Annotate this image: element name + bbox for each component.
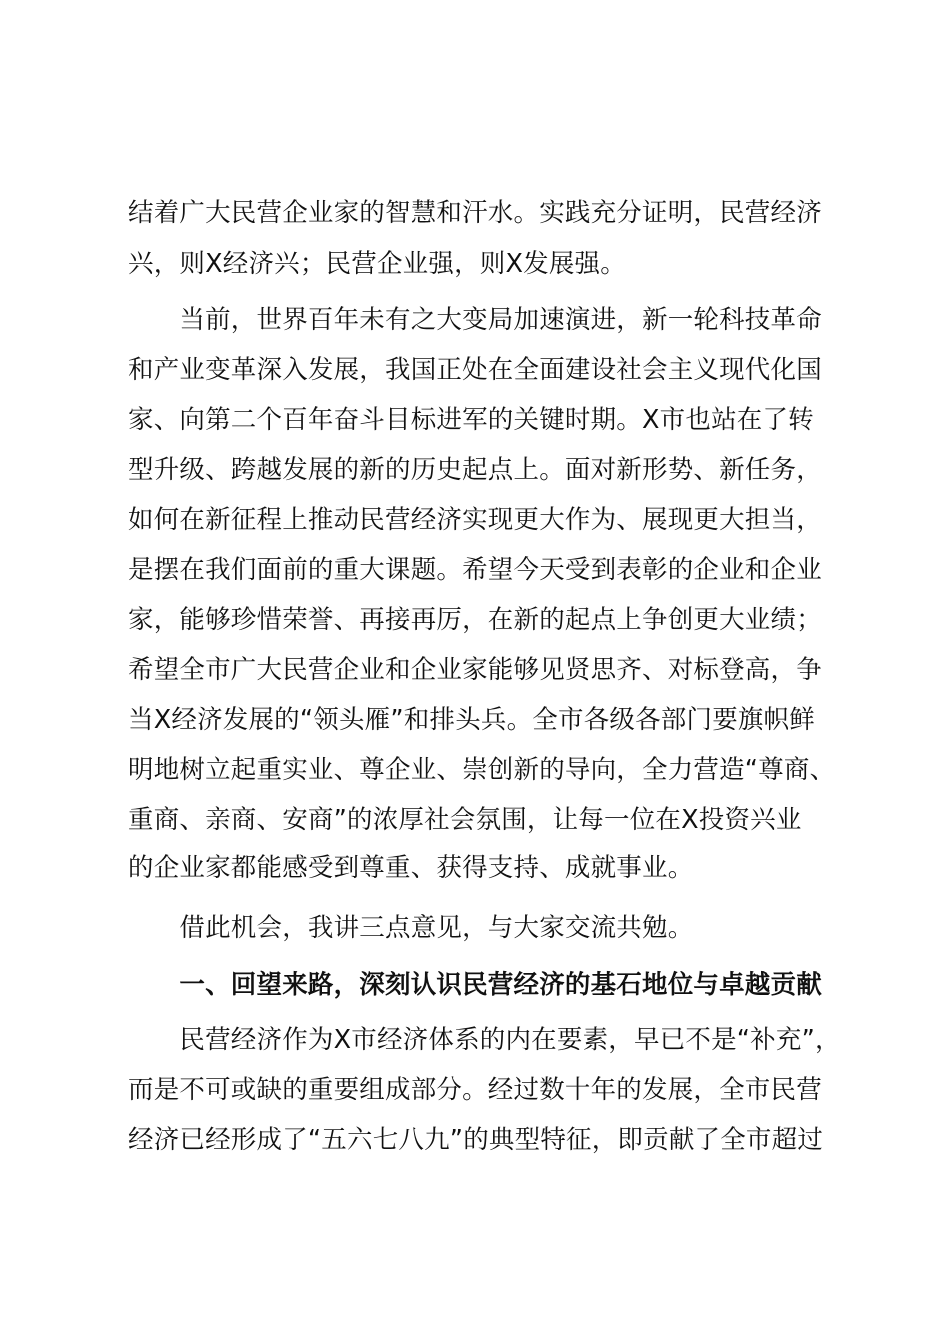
body-text-line: 当前，世界百年未有之大变局加速演进，新一轮科技革命 [128, 305, 822, 335]
body-text-line: 型升级、跨越发展的新的历史起点上。面对新形势、新任务， [128, 455, 822, 485]
body-text-line: 结着广大民营企业家的智慧和汗水。实践充分证明，民营经济 [128, 198, 822, 228]
body-text-line: 当X经济发展的“领头雁”和排头兵。全市各级各部门要旗帜鲜 [128, 705, 815, 735]
body-text-line: 而是不可或缺的重要组成部分。经过数十年的发展，全市民营 [128, 1075, 822, 1105]
body-text-line: 家、向第二个百年奋斗目标进军的关键时期。X市也站在了转 [128, 405, 814, 435]
body-text-line: 如何在新征程上推动民营经济实现更大作为、展现更大担当， [128, 505, 822, 535]
body-text-line: 和产业变革深入发展，我国正处在全面建设社会主义现代化国 [128, 355, 822, 385]
body-text-line: 明地树立起重实业、尊企业、崇创新的导向，全力营造“尊商、 [128, 755, 836, 785]
body-text-line: 是摆在我们面前的重大课题。希望今天受到表彰的企业和企业 [128, 555, 822, 585]
body-text-line: 的企业家都能感受到尊重、获得支持、成就事业。 [128, 853, 694, 883]
body-text-line: 家，能够珍惜荣誉、再接再厉，在新的起点上争创更大业绩； [128, 605, 822, 635]
body-text-line: 重商、亲商、安商”的浓厚社会氛围，让每一位在X投资兴业 [128, 805, 802, 835]
body-text-line: 借此机会，我讲三点意见，与大家交流共勉。 [128, 913, 694, 943]
body-text-line: 希望全市广大民营企业和企业家能够见贤思齐、对标登高，争 [128, 655, 822, 685]
body-text-line: 经济已经形成了“五六七八九”的典型特征，即贡献了全市超过 [128, 1125, 824, 1155]
body-text-line: 兴，则X经济兴；民营企业强，则X发展强。 [128, 249, 626, 279]
section-heading: 一、回望来路，深刻认识民营经济的基石地位与卓越贡献 [128, 970, 822, 1000]
body-text-line: 民营经济作为X市经济体系的内在要素，早已不是“补充”， [128, 1025, 841, 1055]
